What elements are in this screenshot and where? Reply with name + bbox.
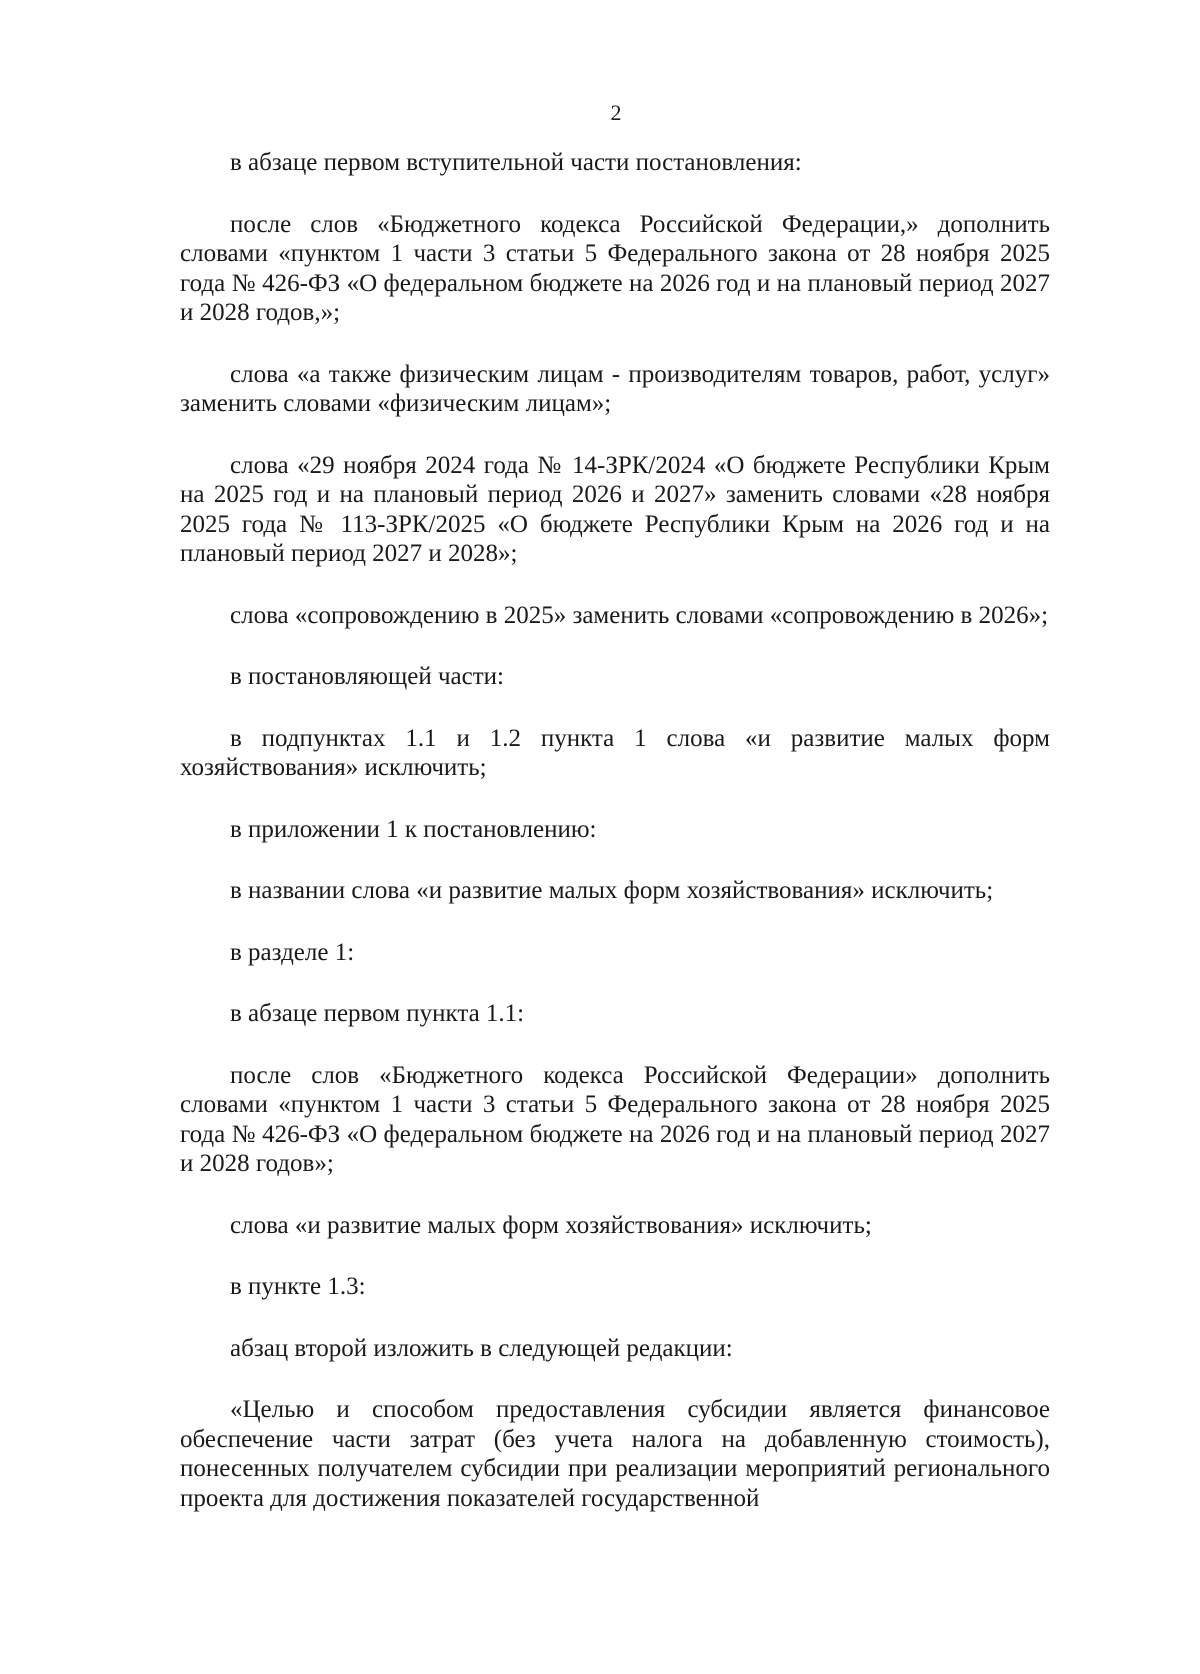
paragraph-new-wording: абзац второй изложить в следующей редакции:	[230, 1334, 733, 1362]
paragraph-appendix-title: в названии слова «и развитие малых форм хозяйствования» исключить;	[230, 877, 994, 904]
paragraph-clause-1-3: в пункте 1.3:	[230, 1273, 366, 1300]
paragraph-intro-clause: в абзаце первом вступительной части постановления:	[230, 149, 802, 176]
paragraph-amendment-crimea-budget: слова «29 ноября 2024 года № 14-ЗРК/2024 «О бюджете Республики Крым на 2025 год и на плановый период 2026 и 2027» заменить словами «28 ноября 2025 года № 113-ЗРК/2025 «О бюджете Республики Крым на 2026 год и на плановый период 2027 и 2028»;	[180, 451, 1050, 567]
paragraph-subsidy-purpose: «Целью и способом предоставления субсидии является финансовое обеспечение части затрат (без учета налога на добавленную стоимость), понесенных получателем субсидии при реализации мероприятий регионального проекта для достижения показателей государственной	[180, 1396, 1050, 1512]
paragraph-amendment-individuals: слова «а также физическим лицам - производителям товаров, работ, услуг» заменить словами «физическим лицам»;	[180, 360, 1050, 417]
paragraph-remove-small-forms: слова «и развитие малых форм хозяйствования» исключить;	[230, 1211, 872, 1239]
document-body	[180, 148, 1050, 1543]
paragraph-amendment-budget-code-2: после слов «Бюджетного кодекса Российской Федерации» дополнить словами «пунктом 1 части 3 статьи 5 Федерального закона от 28 ноября 2025 года № 426-ФЗ «О федеральном бюджете на 2026 год и на плановый период 2027 и 2028 годов»;	[180, 1061, 1050, 1177]
paragraph-clause-1-1: в абзаце первом пункта 1.1:	[230, 1000, 525, 1027]
paragraph-section-1: в разделе 1:	[230, 938, 355, 966]
page-number: 2	[610, 100, 622, 125]
paragraph-subclauses: в подпунктах 1.1 и 1.2 пункта 1 слова «и развитие малых форм хозяйствования» исключить;	[180, 724, 1050, 781]
paragraph-amendment-budget-code: после слов «Бюджетного кодекса Российской Федерации,» дополнить словами «пунктом 1 части 3 статьи 5 Федерального закона от 28 ноября 2025 года № 426-ФЗ «О федеральном бюджете на 2026 год и на плановый период 2027 и 2028 годов,»;	[180, 210, 1050, 326]
paragraph-amendment-support-year: слова «сопровождению в 2025» заменить словами «сопровождению в 2026»;	[230, 601, 1049, 629]
paragraph-appendix-1: в приложении 1 к постановлению:	[230, 815, 597, 843]
paragraph-operative-part: в постановляющей части:	[230, 663, 504, 690]
